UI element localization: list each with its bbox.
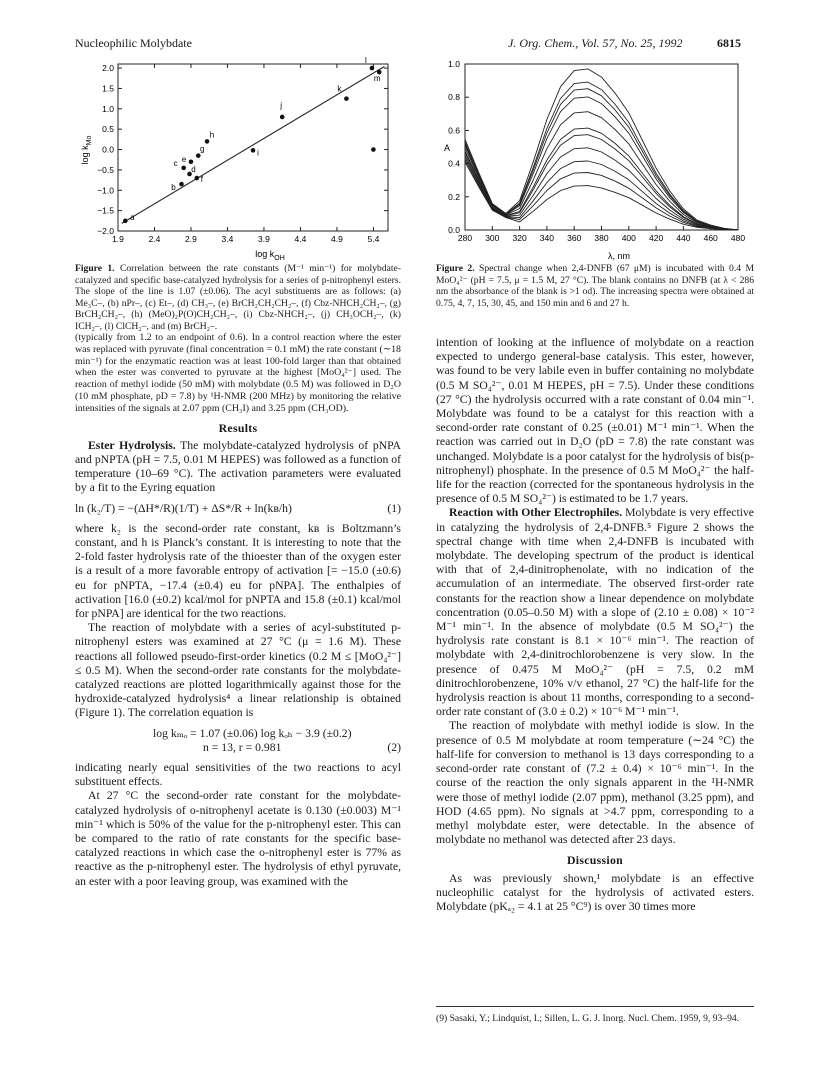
figure-2-y-tick-label: 0.0 xyxy=(448,225,460,235)
figure-1-x-tick-label: 4.4 xyxy=(294,234,307,244)
figure-2-curves xyxy=(465,69,738,230)
figure-2-spectra-plot xyxy=(433,56,753,262)
other-electrophiles-text: Molybdate is very effective in catalyzing the hydrolysis of 2,4-DNFB.⁵ Figure 2 shows the spectral change with time when 2,4-DNFB is incubated with molybdate. The developing spectrum of the product is identical with that of 2,4-dinitrophenolate, with no indication of the accumulation of an intermediate. The observed first-order rate constants for the reaction show a linear dependence on molybdate concentration (0.05–0.50 M) with a slope of (2.10 ± 0.08) × 10⁻² M⁻¹ min⁻¹. In the absence of molybdate (0.5 M SO₄²⁻) the hydrolysis rate constant is 8.1 × 10⁻⁶ min⁻¹. The reaction of molybdate with 2,4-dinitrochlorobenzene is very slow. In the presence of 0.475 M MoO₄²⁻ (pH = 7.5, 0.2 mM dinitrochlorobenzene, 10% v/v ethanol, 27 °C) the half-life for the hydrolysis reaction is about 11 months, corresponding to a second-order rate constant of (3.0 ± 0.2) × 10⁻⁶ M⁻¹ min⁻¹. xyxy=(436,506,754,719)
paragraph-other-electrophiles xyxy=(436,506,754,719)
figure-2-frame xyxy=(465,64,738,230)
figure-1-ylabel-sub: Mo xyxy=(86,135,93,146)
figure-1-y-tick-label: 0.5 xyxy=(102,124,114,135)
figure-2-x-tick-label: 340 xyxy=(539,233,554,243)
figure-2-y-tick-label: 0.4 xyxy=(448,158,460,169)
figure-1-caption xyxy=(75,263,401,333)
equation-1-body: ln (k₂/T) = −(ΔH*/R)(1/T) + ΔS*/R + ln(kʙ/h) xyxy=(75,501,292,515)
equation-1 xyxy=(75,502,401,516)
figure-2-caption-label: Figure 2. xyxy=(436,263,475,274)
paragraph-acyl-series: The reaction of molybdate with a series of acyl-substituted p-nitrophenyl esters was examined at 27 °C (μ = 1.6 M). These reactions all followed pseudo-first-order kinetics (0.2 M ≤ [MoO₄²⁻] ≤ 0.5 M). When the second-order rate constants for the molybdate-catalyzed reactions are plotted logarithmically against those for the hydroxide-catalyzed hydrolysis⁴ a linear relationship is obtained (Figure 1). The correlation equation is xyxy=(75,621,401,720)
figure-1-point-label: f xyxy=(200,175,203,185)
equation-2-line-2: n = 13, r = 0.981 xyxy=(203,740,282,754)
figure-2-x-tick-label: 300 xyxy=(485,233,500,243)
figure-1-x-tick-label: 2.9 xyxy=(185,234,197,244)
figure-1-point-i xyxy=(251,148,256,153)
figure-1-y-tick-label: −0.5 xyxy=(97,164,114,175)
figure-1-point-label: k xyxy=(337,84,342,94)
figure-2-xlabel: λ, nm xyxy=(607,251,631,261)
figure-1-point-b xyxy=(179,182,184,187)
figure-1-point-label: h xyxy=(209,130,215,140)
equation-2 xyxy=(75,727,401,755)
figure-2-x-tick-label: 360 xyxy=(567,233,582,243)
figure-1-point-k xyxy=(344,96,349,101)
figure-1-point-unlabeled xyxy=(371,147,376,152)
figure-1-y-tick-label: 1.0 xyxy=(102,103,114,114)
figure-2-spectrum-9 xyxy=(465,89,738,230)
figure-1-point-e xyxy=(189,159,194,164)
running-head-left: Nucleophilic Molybdate xyxy=(75,36,192,50)
figure-1-point-label: a xyxy=(130,212,135,222)
figure-1-points xyxy=(123,56,382,223)
paragraph-o-nitrophenyl: At 27 °C the second-order rate constant for the molybdate-catalyzed hydrolysis of o-nitrophenyl acetate is 0.130 (±0.003) M⁻¹ min⁻¹ which is 50% of the value for the p-nitrophenyl ester. This can be compared to the ratio of rate constants for the specific base-catalyzed reactions in which case the o-nitrophenyl ester is 77% as reactive as the p-nitrophenyl ester. The hydrolysis of ethyl pyruvate, an ester with a poor leaving group, was examined with the xyxy=(75,789,401,888)
paragraph-methods-end: (typically from 1.2 to an endpoint of 0.6). In a control reaction where the ester was replaced with pyruvate (final concentration = 0.1 mM) the rate constant (∼18 min⁻¹) for the enzymatic reaction was at least 100-fold larger than that obtained when the ester was converted to pyruvate at the highest [MoO₄²⁻] used. The reaction of methyl iodide (50 mM) with molybdate (0.5 M) was followed in D₂O (10 mM phosphate, pD = 7.8) by ¹H-NMR (200 MHz) by monitoring the relative intensities of the signals at 2.07 ppm (CH₃I) and 3.25 ppm (CH₃OD). xyxy=(75,332,401,414)
figure-1-point-j xyxy=(280,115,285,120)
figure-2-caption-text: Spectral change when 2,4-DNFB (67 μM) is incubated with 0.4 M MoO₄²⁻ (pH = 7.5, μ = 1.5 M, 27 °C). The blank contains no DNFB (at λ < 286 nm the absorbance of the blank is >1 od). The increasing spectra were obtained at 0.75, 4, 7, 15, 30, 45, and 150 min and 6 and 27 h. xyxy=(436,263,754,309)
figure-2-y-tick-label: 1.0 xyxy=(448,59,460,69)
other-electrophiles-runin: Reaction with Other Electrophiles. xyxy=(449,506,623,520)
figure-1-point-c xyxy=(181,166,186,171)
figure-2-y-tick-label: 0.2 xyxy=(448,191,460,202)
figure-2-caption xyxy=(436,263,754,309)
figure-1-fit-line xyxy=(122,67,385,224)
figure-2-x-tick-label: 440 xyxy=(676,233,691,243)
figure-1-point-label: e xyxy=(181,154,187,164)
figure-1-x-tick-label: 5.4 xyxy=(367,234,380,244)
paragraph-sensitivities: indicating nearly equal sensitivities of the two reactions to acyl substituent effects. xyxy=(75,761,401,789)
running-head-journal: J. Org. Chem., Vol. 57, No. 25, 1992 xyxy=(508,36,683,50)
figure-1-y-tick-label: 2.0 xyxy=(102,63,114,74)
figure-1-x-tick-label: 3.9 xyxy=(258,234,270,244)
figure-1-point-g xyxy=(196,153,201,158)
right-column xyxy=(436,336,754,914)
left-column xyxy=(75,332,401,889)
figure-2-spectrum-11 xyxy=(465,69,738,230)
results-heading: Results xyxy=(218,420,258,435)
paragraph-methyl-iodide: The reaction of molybdate with methyl iodide is slow. In the presence of 0.5 M molybdate at room temperature (∼24 °C) the half-life for conversion to methanol is 13 days corresponding to a second-order rate constant of (7.2 ± 0.4) × 10⁻⁶ min⁻¹. In the course of the reaction the only signals apparent in the ¹H-NMR were those of methyl iodide (2.07 ppm), methanol (3.25 ppm), and HOD (4.65 ppm). No signals at >4.7 ppm, corresponding to a methyl molybdate ester, were detectable. In the absence of molybdate no methanol was detected after 23 days. xyxy=(436,719,754,847)
figure-2-x-tick-label: 420 xyxy=(649,233,664,243)
figure-2-axes xyxy=(465,64,738,230)
figure-1-point-label: j xyxy=(280,100,283,110)
figure-2-x-tick-label: 280 xyxy=(457,233,473,243)
equation-2-line-1: log kₘₒ = 1.07 (±0.06) log kₒₕ − 3.9 (±0.2) xyxy=(153,726,352,740)
figure-1-point-h xyxy=(205,139,210,144)
discussion-heading: Discussion xyxy=(566,853,624,868)
paragraph-ethyl-pyruvate: intention of looking at the influence of molybdate on a reaction expected to undergo general-base catalysis. This ester, however, was found to be very labile even in buffer containing no molybdate (0.5 M SO₄²⁻, 0.01 M HEPES, pH = 7.5). Under these conditions (27 °C) the hydrolysis occurred with a rate constant of 0.04 min⁻¹. Molybdate was found to be a catalyst for this reaction with a second-order rate constant of 0.25 (±0.01) M⁻¹ min⁻¹. When the reaction was carried out in D₂O (pD = 7.8) the rate constant was unchanged. Molybdate is a poor catalyst for the hydrolysis of bis(p-nitrophenyl) phosphate. In the presence of 0.5 M MoO₄²⁻ the half-life for the reaction (corrected for the spontaneous hydrolysis in the presence of 0.5 M SO₄²⁻) is estimated to be 1.7 years. xyxy=(436,336,754,506)
figure-1-x-tick-label: 3.4 xyxy=(221,234,234,244)
figure-2-spectrum-8 xyxy=(465,97,738,230)
figure-1-ylabel xyxy=(80,136,93,165)
ester-hydrolysis-runin: Ester Hydrolysis. xyxy=(88,438,176,452)
figure-1-x-tick-label: 1.9 xyxy=(112,234,124,244)
figure-1-caption-label: Figure 1. xyxy=(75,263,115,274)
figure-1-point-a xyxy=(123,219,128,224)
figure-1-y-tick-label: 0.0 xyxy=(102,144,114,155)
figure-2-spectrum-10 xyxy=(465,82,738,230)
paragraph-ester-hydrolysis xyxy=(75,439,401,496)
equation-2-number: (2) xyxy=(387,740,401,754)
figure-1-xlabel xyxy=(255,249,285,262)
figure-2-y-tick-label: 0.6 xyxy=(448,125,460,136)
figure-1-y-tick-label: −1.5 xyxy=(97,205,114,216)
figure-2-ylabel: A xyxy=(443,143,451,153)
figure-2-x-tick-label: 460 xyxy=(703,233,718,243)
paragraph-discussion: As was previously shown,¹ molybdate is an effective nucleophilic catalyst for the hydrolysis of activated esters. Molybdate (pKₐ₂ = 4.1 at 25 °C⁹) is over 30 times more xyxy=(436,871,754,913)
figure-1-x-tick-label: 4.9 xyxy=(331,234,343,244)
figure-2-spectrum-7 xyxy=(465,112,738,230)
figure-1-point-label: m xyxy=(373,74,381,84)
figure-1-point-label: c xyxy=(173,158,178,168)
figure-1-point-label: i xyxy=(257,148,259,158)
figure-1-xlabel-text: log k xyxy=(255,249,275,259)
figure-2-spectrum-2 xyxy=(465,160,738,231)
figure-1-regression-line xyxy=(122,67,385,224)
footnote-9: (9) Sasaki, Y.; Lindquist, I.; Sillen, L. G. J. Inorg. Nucl. Chem. 1959, 9, 93–94. xyxy=(436,1006,754,1025)
figure-1-point-label: b xyxy=(171,183,176,193)
figure-1-point-label: l xyxy=(365,56,367,66)
figure-2-spectrum-3 xyxy=(465,157,738,230)
figure-1-point-l xyxy=(370,66,375,71)
figure-1-xlabel-sub: OH xyxy=(274,255,285,262)
equation-1-number: (1) xyxy=(387,501,401,515)
figure-1-point-label: g xyxy=(200,144,205,154)
paragraph-eyring: where k₂ is the second-order rate constant, kʙ is Boltzmann’s constant, and h is Planck’s constant. It is interesting to note that the 2-fold faster hydrolysis rate of the thioester than of the oxygen ester is a result of a more favorable entropy of activation [= −15.0 (±0.6) eu for pNPTA, −17.4 (±0.4) eu for pNPA]. The enthalpies of activation [16.0 (±0.2) kcal/mol for pNPTA and 15.8 (±0.1) kcal/mol for pNPA] are identical for the two reactions. xyxy=(75,521,401,621)
figure-1-point-f xyxy=(195,176,200,181)
figure-2-x-tick-label: 320 xyxy=(512,233,527,243)
figure-1-x-tick-label: 2.4 xyxy=(148,234,161,244)
figure-1-y-tick-label: −1.0 xyxy=(97,185,114,196)
figure-1-y-tick-label: 1.5 xyxy=(102,83,114,94)
figure-2-x-tick-label: 480 xyxy=(730,233,746,243)
figure-1-ylabel-text: log k xyxy=(80,145,90,165)
figure-1-caption-text: Correlation between the rate constants (M⁻¹ min⁻¹) for molybdate-catalyzed and specific base-catalyzed hydrolysis for a series of p-nitrophenyl esters. The slope of the line is 1.07 (±0.06). The acyl substituents are as follows: (a) Me₃C–, (b) nPr–, (c) Et–, (d) CH₃–, (e) BrCH₂CH₂CH₂–, (f) Cbz-NHCH₂CH₂–, (g) BrCH₂CH₂–, (h) (MeO)₂P(O)CH₂CH₂–, (i) Cbz-NHCH₂–, (j) CH₃OCH₂–, (k) ICH₂–, (l) ClCH₂–, and (m) BrCH₂–. xyxy=(75,263,401,332)
ester-hydrolysis-text: The molybdate-catalyzed hydrolysis of pNPA and pNPTA (pH = 7.5, 0.01 M HEPES) was followed as a function of temperature (10–69 °C). The activation parameters were evaluated by a fit to the Eyring equation xyxy=(75,438,401,495)
page-number: 6815 xyxy=(717,36,741,50)
figure-1-point-label: d xyxy=(191,164,196,174)
figure-1-scatter-plot xyxy=(70,56,410,262)
figure-2-y-tick-label: 0.8 xyxy=(448,92,460,103)
figure-2-x-tick-label: 400 xyxy=(621,233,636,243)
figure-2-x-tick-label: 380 xyxy=(594,233,609,243)
figure-1-y-tick-label: −2.0 xyxy=(97,226,114,236)
